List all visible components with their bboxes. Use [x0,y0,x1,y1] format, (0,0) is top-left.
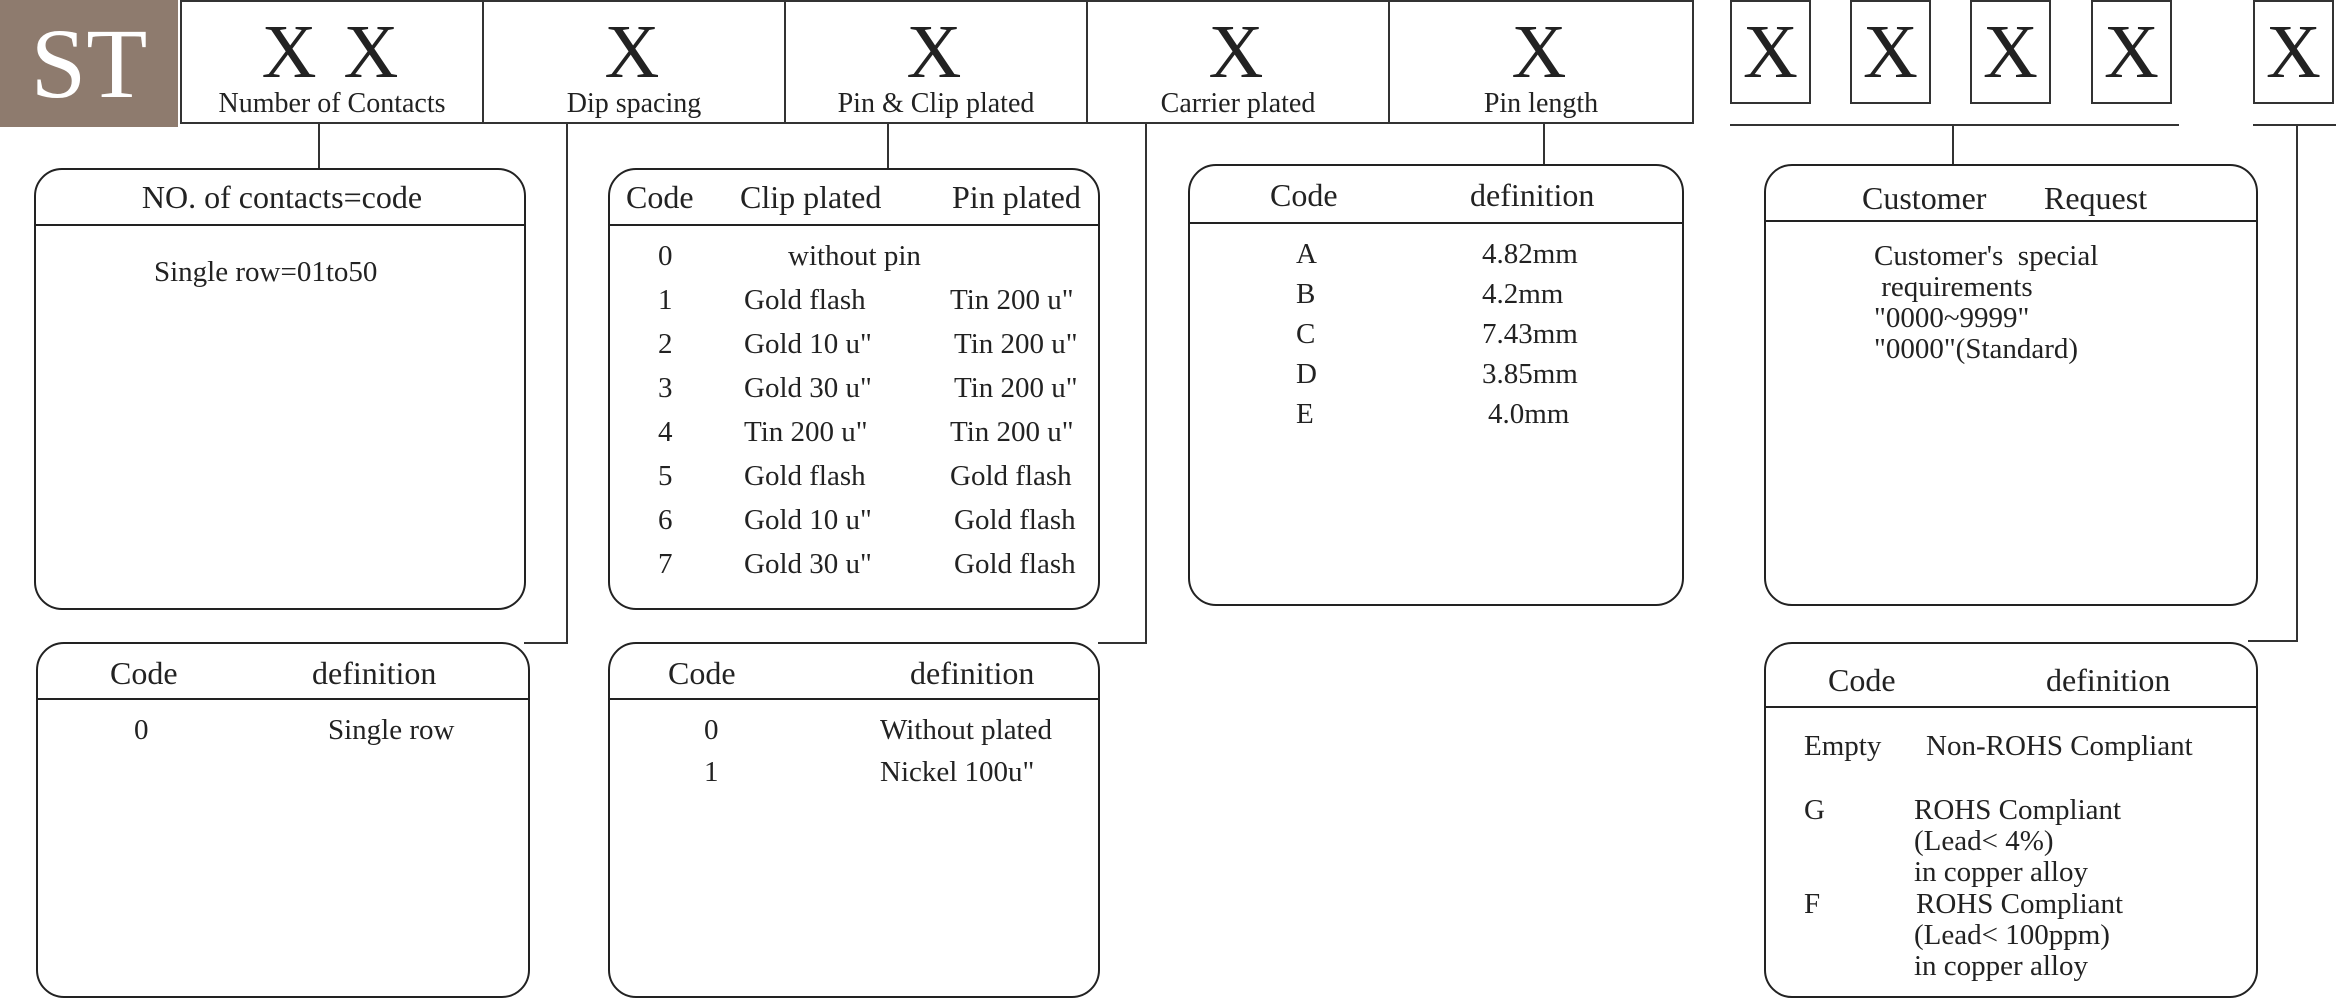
connector-carrier-vertical [1145,124,1147,644]
empty-code: Empty [1804,730,1882,762]
row-pin: Tin 200 u" [954,372,1078,404]
customer-request-panel [1764,164,2258,606]
row-clip: Gold 30 u" [744,548,872,580]
customer-line: "0000~9999" [1874,302,2030,334]
customer-title-b: Request [2044,180,2148,216]
connector-carrier-horizontal [1098,642,1147,644]
customer-line: Customer's special [1874,240,2099,272]
connector-plating [887,124,889,170]
field-pin-clip-plated [784,0,1088,124]
col-definition: definition [312,655,437,691]
row-code: C [1296,318,1316,350]
col-definition: definition [910,655,1035,691]
customer-digit-2: X [1850,0,1931,104]
row-clip: Tin 200 u" [744,416,868,448]
dip-spacing-panel [36,642,530,998]
field-code: X [906,10,966,94]
g-line: ROHS Compliant [1914,794,2122,826]
contacts-title: NO. of contacts=code [141,179,423,215]
row-definition: 4.2mm [1482,278,1564,310]
row-code: 0 [704,714,719,746]
row-pin: Tin 200 u" [950,284,1074,316]
field-label: Pin length [1483,88,1599,119]
field-label: Carrier plated [1160,88,1316,119]
customer-digit-1: X [1730,0,1811,104]
row-definition: Without plated [880,714,1052,746]
f-code: F [1804,888,1821,920]
rohs-underline [2253,124,2336,126]
f-line: (Lead< 100ppm) [1914,919,2110,951]
carrier-panel [608,642,1100,998]
field-dip-spacing [482,0,786,124]
connector-contacts [318,124,320,170]
customer-digit-3: X [1970,0,2051,104]
contacts-text: Single row=01to50 [154,256,378,288]
row-pin: Gold flash [954,548,1076,580]
field-code: X X [261,10,403,94]
connector-dip-vertical [566,124,568,644]
row-definition: Nickel 100u" [880,756,1035,788]
row-code: 5 [658,460,673,492]
connector-rohs-vertical [2296,126,2298,642]
contacts-panel [34,168,526,610]
row-code: 4 [658,416,673,448]
customer-digit-4: X [2091,0,2172,104]
customer-title-a: Customer [1862,180,1987,216]
row-code: A [1296,238,1317,270]
row-code: E [1296,398,1314,430]
f-line: ROHS Compliant [1916,888,2124,920]
row-clip: Gold 30 u" [744,372,872,404]
customer-underline [1730,124,2179,126]
row-definition: 7.43mm [1482,318,1578,350]
row-definition: Single row [328,714,455,746]
row-code: D [1296,358,1317,390]
col-definition: definition [2046,662,2171,698]
f-line: in copper alloy [1914,950,2088,982]
field-code: X [1511,10,1571,94]
row-definition: 3.85mm [1482,358,1578,390]
row-code: 1 [658,284,673,316]
row-definition: 4.0mm [1488,398,1570,430]
row-pin: Tin 200 u" [954,328,1078,360]
field-carrier-plated [1086,0,1390,124]
col-definition: definition [1470,177,1595,213]
field-code: X [1208,10,1268,94]
row-pin: Gold flash [954,504,1076,536]
field-code: X [604,10,664,94]
row-pin: Gold flash [950,460,1072,492]
connector-customer [1952,126,1954,166]
customer-line: requirements [1874,271,2033,303]
plating-panel [608,168,1100,610]
col-code: Code [668,655,736,691]
row-code: 1 [704,756,719,788]
rohs-panel [1764,642,2258,998]
customer-line: "0000"(Standard) [1874,333,2079,365]
col-pin-plated: Pin plated [952,179,1081,215]
row-clip: Gold flash [744,284,866,316]
row-clip: Gold 10 u" [744,328,872,360]
series-prefix: ST [0,0,178,127]
row-code: B [1296,278,1316,310]
row-code: 6 [658,504,673,536]
col-code: Code [110,655,178,691]
field-label: Dip spacing [566,88,702,119]
row-definition: 4.82mm [1482,238,1578,270]
connector-pin-length [1543,124,1545,166]
col-code: Code [1270,177,1338,213]
row-code: 3 [658,372,673,404]
field-label: Number of Contacts [218,88,446,119]
rohs-digit: X [2253,0,2334,104]
g-code: G [1804,794,1825,826]
empty-text: Non-ROHS Compliant [1926,730,2193,762]
row-pin: Tin 200 u" [950,416,1074,448]
connector-rohs-horizontal [2248,640,2298,642]
col-code: Code [626,179,694,215]
panel-header [1766,166,2256,222]
col-clip-plated: Clip plated [740,179,882,215]
row-code: 0 [134,714,149,746]
g-line: (Lead< 4%) [1914,825,2054,857]
panel-header [1190,166,1682,224]
connector-dip-horizontal [524,642,568,644]
row-clip: Gold 10 u" [744,504,872,536]
row-clip: Gold flash [744,460,866,492]
field-pin-length [1388,0,1694,124]
col-code: Code [1828,662,1896,698]
row-code: 2 [658,328,673,360]
field-label: Pin & Clip plated [837,88,1035,119]
g-line: in copper alloy [1914,856,2088,888]
field-number-of-contacts [180,0,484,124]
row-code: 0 [658,240,673,272]
pin-length-panel [1188,164,1684,606]
row-code: 7 [658,548,673,580]
row-text: without pin [788,240,921,272]
